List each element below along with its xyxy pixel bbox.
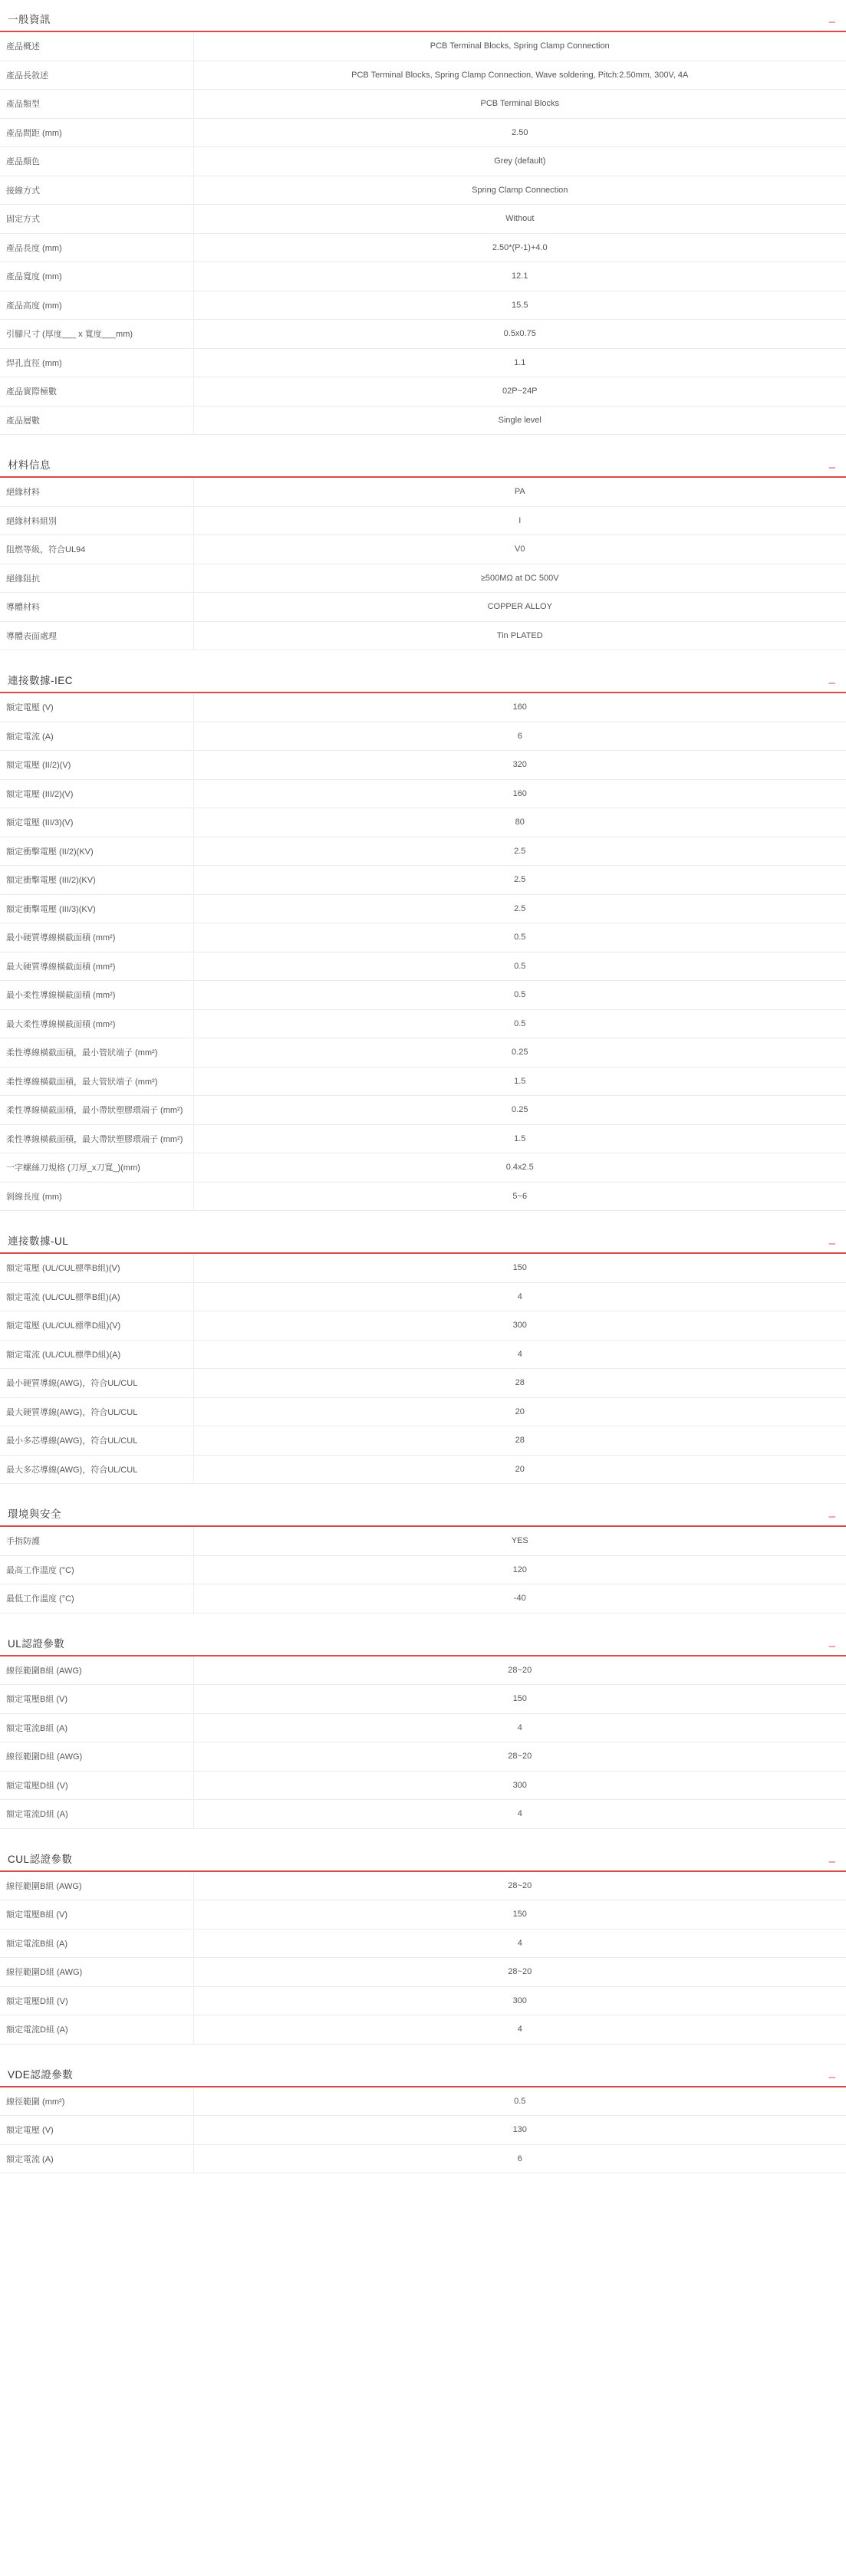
table-row [0, 1282, 846, 1311]
spec-value: 4 [517, 1349, 522, 1359]
spec-label: 產品顏色 [0, 147, 193, 176]
spec-label: 產品層數 [0, 406, 193, 435]
table-row [0, 90, 846, 119]
table-row [0, 1182, 846, 1211]
spec-label: 最小柔性導線橫截面積 (mm²) [0, 981, 193, 1010]
collapse-icon[interactable]: – [828, 15, 835, 28]
section-header [0, 2055, 846, 2087]
spec-value: Tin PLATED [496, 630, 543, 640]
section-title: 連接數據-UL [8, 1235, 69, 1247]
spec-value: ≥500MΩ at DC 500V [480, 573, 559, 583]
spec-value: 0.5x0.75 [503, 329, 536, 338]
spec-label: 最小多芯導線(AWG)，符合UL/CUL [0, 1426, 193, 1456]
spec-label: 產品高度 (mm) [0, 291, 193, 320]
spec-label: 額定衝擊電壓 (III/3)(KV) [0, 894, 193, 923]
spec-value: PA [514, 487, 525, 496]
table-row [0, 1800, 846, 1829]
spec-label: 剝線長度 (mm) [0, 1182, 193, 1211]
spec-label: 額定衝擊電壓 (III/2)(KV) [0, 866, 193, 895]
spec-table [0, 1527, 846, 1614]
table-row [0, 1311, 846, 1341]
table-row [0, 233, 846, 262]
table-row [0, 2116, 846, 2145]
table-row [0, 1584, 846, 1614]
spec-label: 額定電壓 (V) [0, 2116, 193, 2145]
table-row [0, 1369, 846, 1398]
spec-value: 0.5 [514, 1018, 526, 1028]
spec-label: 線徑範圍 (mm²) [0, 2087, 193, 2116]
spec-label: 產品類型 [0, 90, 193, 119]
spec-value: 4 [517, 1291, 522, 1301]
spec-label: 額定電流 (A) [0, 722, 193, 751]
spec-label: 絕緣材料 [0, 478, 193, 506]
spec-value: Single level [498, 415, 542, 425]
table-row [0, 406, 846, 435]
table-row [0, 535, 846, 564]
spec-label: 產品實際極數 [0, 377, 193, 406]
spec-value: 28~20 [508, 1752, 532, 1761]
spec-section [0, 446, 846, 658]
table-row [0, 2087, 846, 2116]
table-row [0, 2144, 846, 2173]
section-spacer [0, 1211, 846, 1219]
table-row [0, 1527, 846, 1555]
table-row [0, 1872, 846, 1900]
spec-value: 300 [512, 1321, 527, 1330]
spec-label: 額定電壓 (III/2)(V) [0, 779, 193, 808]
spec-label: 最大硬質導線橫截面積 (mm²) [0, 952, 193, 981]
table-row [0, 478, 846, 506]
spec-value: 300 [512, 1780, 527, 1790]
spec-label: 額定電壓B組 (V) [0, 1900, 193, 1930]
table-row [0, 262, 846, 291]
table-row [0, 1009, 846, 1038]
section-title: 材料信息 [8, 459, 51, 471]
spec-label: 柔性導線橫截面積，最小帶狀塑膠環端子 (mm²) [0, 1096, 193, 1125]
spec-label: 最小硬質導線(AWG)，符合UL/CUL [0, 1369, 193, 1398]
spec-value: 160 [512, 702, 527, 712]
spec-value: 320 [512, 760, 527, 769]
spec-value: COPPER ALLOY [487, 602, 552, 611]
section-title: UL認證參數 [8, 1637, 65, 1650]
table-row [0, 1153, 846, 1183]
collapse-icon[interactable]: – [828, 461, 835, 474]
spec-value: 150 [512, 1910, 527, 1919]
spec-label: 額定電流B組 (A) [0, 1929, 193, 1958]
spec-label: 接線方式 [0, 176, 193, 205]
table-row [0, 808, 846, 837]
spec-value: 0.5 [514, 961, 526, 971]
spec-value: PCB Terminal Blocks [480, 99, 559, 108]
table-row [0, 377, 846, 406]
spec-value: 6 [517, 731, 522, 741]
section-spacer [0, 1829, 846, 1837]
spec-label: 額定電壓B組 (V) [0, 1685, 193, 1714]
table-row [0, 952, 846, 981]
spec-value: 2.50*(P-1)+4.0 [492, 242, 548, 252]
spec-label: 額定電壓 (UL/CUL標準D組)(V) [0, 1311, 193, 1341]
table-row [0, 2015, 846, 2045]
spec-label: 額定電流 (UL/CUL標準B組)(A) [0, 1282, 193, 1311]
spec-label: 額定電壓 (II/2)(V) [0, 751, 193, 780]
table-row [0, 1986, 846, 2015]
section-spacer [0, 650, 846, 658]
spec-value: 80 [515, 818, 525, 827]
table-row [0, 751, 846, 780]
spec-label: 產品概述 [0, 32, 193, 61]
spec-value: 4 [517, 1722, 522, 1732]
spec-value: 28~20 [508, 1967, 532, 1976]
table-row [0, 61, 846, 90]
table-row [0, 1340, 846, 1369]
collapse-icon[interactable]: – [828, 676, 835, 689]
spec-label: 額定電流B組 (A) [0, 1713, 193, 1742]
table-row [0, 1929, 846, 1958]
spec-value: 5~6 [512, 1191, 528, 1201]
spec-label: 最大柔性導線橫截面積 (mm²) [0, 1009, 193, 1038]
spec-value: 6 [517, 2153, 522, 2163]
spec-section [0, 2055, 846, 2182]
section-spacer [0, 435, 846, 442]
spec-label: 額定電流D組 (A) [0, 2015, 193, 2045]
table-row [0, 1124, 846, 1153]
spec-label: 焊孔直徑 (mm) [0, 348, 193, 377]
spec-section [0, 0, 846, 442]
section-title: 連接數據-IEC [8, 675, 73, 686]
spec-value: 2.5 [514, 903, 526, 913]
table-row [0, 1067, 846, 1096]
spec-label: 額定電壓D組 (V) [0, 1771, 193, 1800]
table-row [0, 1958, 846, 1987]
spec-value: 20 [515, 1464, 525, 1474]
spec-label: 最低工作溫度 (°C) [0, 1584, 193, 1614]
table-row [0, 1685, 846, 1714]
collapse-icon[interactable]: – [828, 1237, 835, 1250]
section-spacer [0, 1484, 846, 1492]
spec-value: Grey (default) [494, 156, 546, 166]
spec-section [0, 1222, 846, 1492]
spec-value: 1.5 [514, 1076, 526, 1086]
table-row [0, 1900, 846, 1930]
spec-table [0, 32, 846, 435]
spec-label: 產品長敘述 [0, 61, 193, 90]
spec-section [0, 1495, 846, 1621]
collapse-icon[interactable]: – [828, 1854, 835, 1868]
spec-label: 最高工作溫度 (°C) [0, 1555, 193, 1584]
table-row [0, 1742, 846, 1772]
table-row [0, 320, 846, 349]
section-title: CUL認證參數 [8, 1853, 73, 1865]
spec-value: 1.5 [514, 1133, 526, 1143]
table-row [0, 32, 846, 61]
spec-label: 額定電壓D組 (V) [0, 1986, 193, 2015]
spec-value: 2.5 [514, 846, 526, 856]
spec-section [0, 661, 846, 1219]
spec-section [0, 1840, 846, 2052]
table-row [0, 1555, 846, 1584]
spec-value: 28~20 [508, 1665, 532, 1675]
spec-label: 導體材料 [0, 593, 193, 622]
spec-label: 產品間距 (mm) [0, 118, 193, 147]
spec-label: 額定電壓 (III/3)(V) [0, 808, 193, 837]
table-row [0, 348, 846, 377]
spec-label: 最大硬質導線(AWG)，符合UL/CUL [0, 1397, 193, 1426]
section-header [0, 1840, 846, 1872]
spec-value: V0 [515, 544, 525, 554]
spec-value: Spring Clamp Connection [472, 185, 568, 195]
table-row [0, 1397, 846, 1426]
table-row [0, 1656, 846, 1685]
table-row [0, 1096, 846, 1125]
spec-value: 150 [512, 1694, 527, 1703]
spec-label: 線徑範圍B組 (AWG) [0, 1656, 193, 1685]
section-header [0, 1495, 846, 1527]
spec-value: 4 [517, 1938, 522, 1948]
table-row [0, 118, 846, 147]
spec-value: 15.5 [512, 300, 528, 310]
spec-label: 額定電流 (UL/CUL標準D組)(A) [0, 1340, 193, 1369]
spec-label: 額定衝擊電壓 (II/2)(KV) [0, 837, 193, 866]
spec-label: 導體表面處理 [0, 621, 193, 650]
spec-value: 12.1 [512, 271, 528, 281]
section-header [0, 1222, 846, 1254]
section-spacer [0, 1614, 846, 1621]
spec-value: PCB Terminal Blocks, Spring Clamp Connection [430, 41, 610, 51]
spec-label: 引腳尺寸 (厚度___ x 寬度___mm) [0, 320, 193, 349]
table-row [0, 866, 846, 895]
spec-value: 1.1 [514, 357, 526, 367]
spec-value: 160 [512, 788, 527, 798]
table-row [0, 981, 846, 1010]
section-header [0, 446, 846, 478]
table-row [0, 506, 846, 535]
spec-value: 28~20 [508, 1880, 532, 1890]
spec-label: 額定電壓 (V) [0, 693, 193, 722]
spec-label: 額定電壓 (UL/CUL標準B組)(V) [0, 1254, 193, 1282]
spec-table [0, 2087, 846, 2174]
table-row [0, 176, 846, 205]
spec-label: 產品長度 (mm) [0, 233, 193, 262]
table-row [0, 564, 846, 593]
spec-label: 固定方式 [0, 205, 193, 234]
spec-value: 0.5 [514, 990, 526, 999]
spec-label: 絕緣阻抗 [0, 564, 193, 593]
spec-table [0, 693, 846, 1211]
table-row [0, 1713, 846, 1742]
spec-label: 絕緣材料組別 [0, 506, 193, 535]
spec-label: 阻燃等級，符合UL94 [0, 535, 193, 564]
spec-value: 28 [515, 1436, 525, 1445]
spec-value: 20 [515, 1406, 525, 1416]
table-row [0, 621, 846, 650]
table-row [0, 779, 846, 808]
spec-label: 線徑範圍D組 (AWG) [0, 1742, 193, 1772]
spec-table [0, 478, 846, 650]
section-spacer [0, 2173, 846, 2181]
section-spacer [0, 2045, 846, 2052]
section-header [0, 661, 846, 693]
spec-value: 4 [517, 2025, 522, 2034]
spec-value: 02P~24P [502, 387, 538, 396]
spec-label: 柔性導線橫截面積，最大帶狀塑膠環端子 (mm²) [0, 1124, 193, 1153]
table-row [0, 923, 846, 952]
spec-value: 0.5 [514, 933, 526, 942]
table-row [0, 894, 846, 923]
spec-value: 0.25 [512, 1048, 528, 1057]
spec-value: 0.4x2.5 [505, 1163, 534, 1172]
spec-label: 最小硬質導線橫截面積 (mm²) [0, 923, 193, 952]
table-row [0, 1455, 846, 1484]
spec-value: 120 [512, 1564, 527, 1574]
section-title: VDE認證參數 [8, 2068, 74, 2081]
spec-label: 額定電流 (A) [0, 2144, 193, 2173]
section-header [0, 1624, 846, 1656]
spec-value: 2.50 [512, 127, 528, 137]
section-title: 環境與安全 [8, 1508, 61, 1520]
collapse-icon[interactable]: – [828, 2070, 835, 2084]
spec-value: I [518, 515, 522, 525]
collapse-icon[interactable]: – [828, 1639, 835, 1653]
spec-table [0, 1656, 846, 1829]
spec-label: 最大多芯導線(AWG)，符合UL/CUL [0, 1455, 193, 1484]
spec-table [0, 1254, 846, 1484]
table-row [0, 1771, 846, 1800]
spec-value: 4 [517, 1809, 522, 1818]
spec-label: 柔性導線橫截面積，最大管狀端子 (mm²) [0, 1067, 193, 1096]
spec-label: 柔性導線橫截面積，最小管狀端子 (mm²) [0, 1038, 193, 1068]
collapse-icon[interactable]: – [828, 1510, 835, 1523]
spec-value: 0.5 [514, 2096, 526, 2106]
spec-value: Without [505, 214, 535, 223]
spec-value: 150 [512, 1263, 527, 1272]
spec-value: 28 [515, 1378, 525, 1387]
table-row [0, 722, 846, 751]
spec-label: 一字螺絲刀規格 (刀厚_x刀寬_)(mm) [0, 1153, 193, 1183]
spec-value: 0.25 [512, 1105, 528, 1114]
table-row [0, 1038, 846, 1068]
spec-label: 額定電流D組 (A) [0, 1800, 193, 1829]
spec-value: 300 [512, 1995, 527, 2005]
table-row [0, 291, 846, 320]
table-row [0, 147, 846, 176]
spec-value: 130 [512, 2125, 527, 2134]
table-row [0, 1254, 846, 1282]
spec-value: PCB Terminal Blocks, Spring Clamp Connection, Wave soldering, Pitch:2.50mm, 300V, 4A [351, 70, 689, 80]
spec-table [0, 1872, 846, 2045]
table-row [0, 593, 846, 622]
spec-label: 線徑範圍B組 (AWG) [0, 1872, 193, 1900]
spec-value: -40 [513, 1594, 526, 1603]
spec-label: 線徑範圍D組 (AWG) [0, 1958, 193, 1987]
table-row [0, 1426, 846, 1456]
spec-label: 手指防護 [0, 1527, 193, 1555]
table-row [0, 205, 846, 234]
section-header [0, 0, 846, 32]
spec-value: YES [511, 1536, 528, 1545]
section-title: 一般資訊 [8, 14, 51, 25]
spec-section [0, 1624, 846, 1837]
table-row [0, 693, 846, 722]
spec-value: 2.5 [514, 875, 526, 884]
table-row [0, 837, 846, 866]
spec-label: 產品寬度 (mm) [0, 262, 193, 291]
